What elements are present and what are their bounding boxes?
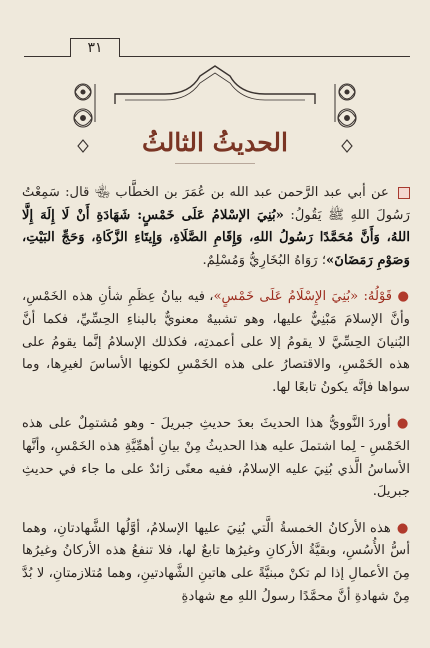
commentary-paragraph [22, 518, 410, 608]
commentary-paragraph [22, 286, 410, 399]
bullet-icon: ● [390, 520, 410, 536]
bullet-icon: ● [390, 416, 410, 432]
commentary-text: هذه الأركانُ الخمسةُ الَّتي بُنِيَ عليها الإسلامُ، أوَّلُها الشَّهادتانِ، وهما أسُّ الأُسُسِ، وبقيَّةُ الأركانِ وغيرُها تابعٌ لها، فلا تنفعُ هذه الأركانُ وغيرُها مِنَ الأعمالِ إذا لم تكنْ مبنيَّةً على هاتينِ الشَّهادتينِ، وهما مُتلازمتانِ، لا بُدَّ مِنْ شهادةِ أنَّ محمَّدًا رسولُ اللهِ مع شهادةِ [22, 520, 410, 604]
hadith-intro: عن أبي عبد الرَّحمن عبد الله بن عُمَرَ بن الخطَّاب ﵄ قال: سَمِعْتُ رَسُولَ اللهِ ﷺ يَقُولُ: [22, 185, 410, 223]
section-title: الحديثُ الثالثُ [142, 128, 288, 157]
commentary-lead: قَوْلُهُ: «بُنِيَ الإِسْلَامُ عَلَى خَمْسٍ» [213, 289, 393, 305]
text-body [22, 182, 410, 612]
commentary-paragraph [22, 413, 410, 503]
paragraph-marker-icon [398, 187, 410, 199]
bullet-icon: ● [392, 289, 411, 305]
page-number: ٣١ [70, 38, 120, 57]
commentary-text: أوردَ النَّوويُّ هذا الحديثَ بعدَ حديثِ جبريلَ - وهو مُشتمِلٌ على هذه الخَمْسِ - لِما اشتملَ عليه هذا الحديثُ مِنْ بيانِ أهمِّيَّةِ هذه الخَمْسِ، وأنَّها الأساسُ الَّذي بُنِيَ عليه الإسلامُ، ففيه معنًى زائدٌ على ما جاء في حديثِ جبريلَ. [22, 416, 410, 500]
hadith-source: ؛ رَوَاهُ البُخَارِيُّ وَمُسْلِمٌ. [202, 252, 327, 268]
commentary-text: ، فيه بيانُ عِظَمِ شأنِ هذه الخَمْسِ، وأنَّ الإسلامَ مَبْنِيٌّ عليها، وهو تشبيهٌ معنويٌّ بالبناءِ الحِسِّيِّ، فكما أنَّ البُنيانَ الحِسِّيَّ لا يقومُ إلا على أعمدتِه، فكذلك الإسلامُ إنَّما يقومُ على هذه الخَمْسِ، والاقتصارُ على هذه الخَمْسِ لكونِها الأساسَ لغيرِها، وما سواها فإنَّه يكونُ تابعًا لها. [22, 289, 410, 395]
hadith-matn: «بُنِيَ الإسْلامُ عَلَى خَمْسٍ: شَهَادَةِ أَنْ لَا إِلَهَ إِلَّا اللهُ، وَأَنَّ مُحَمَّدًا رَسُولُ اللهِ، وَإِقَامِ الصَّلَاةِ، وَإِيتَاءِ الزَّكَاةِ، وَحَجِّ البَيْتِ، وَصَوْمِ رَمَضَانَ» [22, 207, 410, 268]
hadith-paragraph [22, 182, 410, 272]
title-underline [175, 163, 255, 164]
